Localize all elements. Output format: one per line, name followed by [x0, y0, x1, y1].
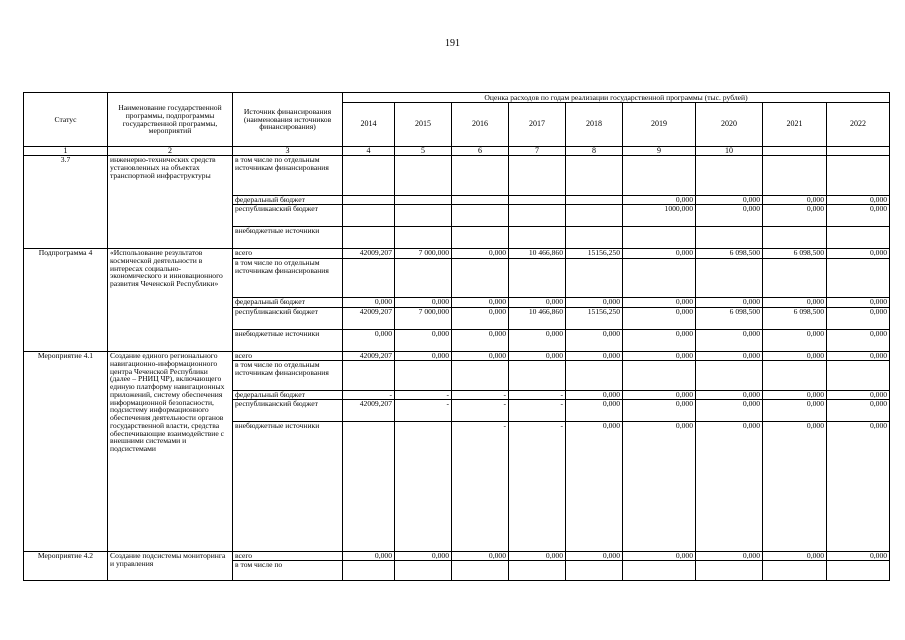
value-cell: 6 098,500: [696, 308, 763, 330]
col-number: 1: [24, 147, 108, 156]
row-name: инженерно-технических средств установленных на объектах транспортной инфраструктуры: [108, 156, 233, 249]
value-cell: -: [452, 422, 509, 552]
col-number: [763, 147, 827, 156]
value-cell: -: [509, 400, 566, 422]
value-cell: 42009,207: [343, 249, 395, 259]
value-cell: 0,000: [623, 352, 696, 361]
table-row: [24, 552, 890, 561]
value-cell: 0,000: [395, 330, 452, 352]
value-cell: -: [343, 391, 395, 400]
value-cell: 0,000: [827, 400, 890, 422]
value-cell: 0,000: [827, 249, 890, 259]
value-cell: [509, 205, 566, 227]
col-number: 8: [566, 147, 623, 156]
value-cell: 0,000: [696, 352, 763, 361]
row-name: Создание подсистемы мониторинга и управления: [108, 552, 233, 581]
value-cell: 0,000: [566, 552, 623, 561]
value-cell: [509, 259, 566, 298]
value-cell: [452, 205, 509, 227]
value-cell: 1000,000: [623, 205, 696, 227]
value-cell: 10 466,860: [509, 249, 566, 259]
value-cell: [395, 205, 452, 227]
header-year: 2020: [696, 103, 763, 147]
value-cell: [696, 156, 763, 196]
value-cell: 0,000: [763, 330, 827, 352]
value-cell: 0,000: [395, 352, 452, 361]
value-cell: 0,000: [827, 352, 890, 361]
value-cell: [343, 227, 395, 249]
value-cell: [827, 561, 890, 581]
table-row: [24, 352, 890, 361]
value-cell: 0,000: [343, 298, 395, 308]
header-source: Источник финансирования (наименования источников финансирования): [233, 93, 343, 147]
row-source: всего: [233, 352, 343, 361]
value-cell: 0,000: [509, 330, 566, 352]
row-source: всего: [233, 552, 343, 561]
value-cell: [623, 227, 696, 249]
value-cell: 0,000: [623, 400, 696, 422]
row-source: республиканский бюджет: [233, 400, 343, 422]
col-number: 6: [452, 147, 509, 156]
value-cell: 0,000: [827, 330, 890, 352]
row-source: в том числе по: [233, 561, 343, 581]
value-cell: 7 000,000: [395, 308, 452, 330]
value-cell: 0,000: [696, 422, 763, 552]
value-cell: [509, 561, 566, 581]
value-cell: [343, 422, 395, 552]
value-cell: 0,000: [696, 391, 763, 400]
row-source: республиканский бюджет: [233, 205, 343, 227]
header-status: Статус: [24, 93, 108, 147]
value-cell: 0,000: [763, 422, 827, 552]
row-source: внебюджетные источники: [233, 422, 343, 552]
value-cell: [395, 561, 452, 581]
value-cell: [395, 227, 452, 249]
row-status: Мероприятие 4.2: [24, 552, 108, 581]
value-cell: 0,000: [763, 552, 827, 561]
value-cell: 0,000: [696, 552, 763, 561]
row-source: всего: [233, 249, 343, 259]
value-cell: [623, 561, 696, 581]
value-cell: -: [509, 422, 566, 552]
value-cell: 0,000: [763, 400, 827, 422]
row-source: внебюджетные источники: [233, 330, 343, 352]
value-cell: [343, 259, 395, 298]
value-cell: 0,000: [763, 298, 827, 308]
value-cell: 0,000: [763, 205, 827, 227]
value-cell: 42009,207: [343, 352, 395, 361]
value-cell: [395, 196, 452, 205]
value-cell: 0,000: [696, 330, 763, 352]
col-number: [827, 147, 890, 156]
value-cell: 0,000: [696, 196, 763, 205]
row-status: Подпрограмма 4: [24, 249, 108, 352]
value-cell: [343, 205, 395, 227]
value-cell: [566, 156, 623, 196]
value-cell: 0,000: [623, 552, 696, 561]
value-cell: [623, 156, 696, 196]
value-cell: [827, 259, 890, 298]
header-year: 2015: [395, 103, 452, 147]
col-number: 3: [233, 147, 343, 156]
value-cell: [566, 259, 623, 298]
value-cell: -: [452, 391, 509, 400]
value-cell: 0,000: [827, 196, 890, 205]
value-cell: [696, 227, 763, 249]
value-cell: 0,000: [566, 400, 623, 422]
value-cell: [452, 361, 509, 391]
value-cell: 0,000: [696, 298, 763, 308]
col-number: 5: [395, 147, 452, 156]
value-cell: 0,000: [343, 330, 395, 352]
value-cell: 0,000: [763, 352, 827, 361]
header-year: 2022: [827, 103, 890, 147]
col-number: 9: [623, 147, 696, 156]
value-cell: [452, 196, 509, 205]
value-cell: -: [509, 391, 566, 400]
value-cell: -: [395, 391, 452, 400]
value-cell: 10 466,860: [509, 308, 566, 330]
value-cell: [566, 205, 623, 227]
col-number: 2: [108, 147, 233, 156]
page-number: 191: [445, 38, 460, 49]
value-cell: [395, 422, 452, 552]
value-cell: 15156,250: [566, 308, 623, 330]
row-source: внебюджетные источники: [233, 227, 343, 249]
value-cell: 0,000: [452, 249, 509, 259]
header-year: 2016: [452, 103, 509, 147]
value-cell: 0,000: [623, 196, 696, 205]
row-source: в том числе по отдельным источникам финансирования: [233, 361, 343, 391]
value-cell: [343, 561, 395, 581]
value-cell: -: [395, 400, 452, 422]
row-source: федеральный бюджет: [233, 196, 343, 205]
value-cell: [763, 361, 827, 391]
value-cell: [763, 259, 827, 298]
value-cell: [566, 227, 623, 249]
value-cell: 0,000: [623, 422, 696, 552]
header-year: 2017: [509, 103, 566, 147]
header-year: 2021: [763, 103, 827, 147]
value-cell: 6 098,500: [696, 249, 763, 259]
value-cell: 0,000: [395, 298, 452, 308]
row-source: федеральный бюджет: [233, 391, 343, 400]
value-cell: 0,000: [509, 552, 566, 561]
value-cell: [343, 361, 395, 391]
budget-table: [23, 92, 890, 581]
value-cell: [763, 227, 827, 249]
row-name: Создание единого регионального навигационно-информационного центра Чеченской Республики (далее – РНИЦ ЧР), включающего единую платформу навигационных приложений, систему обеспечения информационной безопасности, подсистему информационного обеспечения деятельности органов государственной власти, средства обеспечивающие взаимодействие с внешними системами и подсистемами: [108, 352, 233, 552]
value-cell: 0,000: [827, 298, 890, 308]
value-cell: 0,000: [827, 391, 890, 400]
value-cell: 0,000: [763, 196, 827, 205]
value-cell: 6 098,500: [763, 249, 827, 259]
value-cell: 0,000: [623, 298, 696, 308]
value-cell: [452, 259, 509, 298]
value-cell: [827, 227, 890, 249]
value-cell: 0,000: [509, 298, 566, 308]
value-cell: 0,000: [452, 552, 509, 561]
value-cell: 0,000: [763, 391, 827, 400]
value-cell: [452, 227, 509, 249]
row-status: 3.7: [24, 156, 108, 249]
value-cell: 0,000: [566, 330, 623, 352]
value-cell: [827, 361, 890, 391]
value-cell: 0,000: [827, 205, 890, 227]
value-cell: [395, 361, 452, 391]
value-cell: [509, 196, 566, 205]
header-year: 2014: [343, 103, 395, 147]
value-cell: [827, 156, 890, 196]
value-cell: [763, 561, 827, 581]
header-name: Наименование государственной программы, подпрограммы государственной программы, мероприятий: [108, 93, 233, 147]
value-cell: 0,000: [452, 352, 509, 361]
row-source: в том числе по отдельным источникам финансирования: [233, 259, 343, 298]
value-cell: [452, 561, 509, 581]
row-status: Мероприятие 4.1: [24, 352, 108, 552]
value-cell: [623, 259, 696, 298]
value-cell: [395, 259, 452, 298]
value-cell: 0,000: [623, 249, 696, 259]
header-estimate: Оценка расходов по годам реализации государственной программы (тыс. рублей): [343, 93, 890, 103]
value-cell: [763, 156, 827, 196]
value-cell: [566, 196, 623, 205]
value-cell: [623, 361, 696, 391]
value-cell: [509, 361, 566, 391]
value-cell: 0,000: [452, 330, 509, 352]
value-cell: 0,000: [827, 308, 890, 330]
value-cell: [452, 156, 509, 196]
value-cell: 0,000: [696, 205, 763, 227]
value-cell: 0,000: [623, 330, 696, 352]
value-cell: 0,000: [696, 400, 763, 422]
value-cell: 0,000: [566, 352, 623, 361]
value-cell: [696, 361, 763, 391]
value-cell: [395, 156, 452, 196]
col-number: 7: [509, 147, 566, 156]
value-cell: 0,000: [623, 391, 696, 400]
table-row: [24, 156, 890, 196]
value-cell: [343, 196, 395, 205]
value-cell: [566, 561, 623, 581]
value-cell: -: [452, 400, 509, 422]
row-source: федеральный бюджет: [233, 298, 343, 308]
value-cell: 0,000: [566, 298, 623, 308]
col-number: 10: [696, 147, 763, 156]
value-cell: 0,000: [566, 391, 623, 400]
value-cell: 0,000: [452, 308, 509, 330]
value-cell: 0,000: [623, 308, 696, 330]
row-source: республиканский бюджет: [233, 308, 343, 330]
table-row: [24, 249, 890, 259]
value-cell: 7 000,000: [395, 249, 452, 259]
value-cell: [509, 227, 566, 249]
value-cell: 0,000: [343, 552, 395, 561]
header-year: 2018: [566, 103, 623, 147]
value-cell: 0,000: [452, 298, 509, 308]
header-year: 2019: [623, 103, 696, 147]
value-cell: [696, 259, 763, 298]
value-cell: [696, 561, 763, 581]
value-cell: [509, 156, 566, 196]
value-cell: [566, 361, 623, 391]
value-cell: 0,000: [827, 552, 890, 561]
value-cell: 0,000: [509, 352, 566, 361]
col-number: 4: [343, 147, 395, 156]
value-cell: 42009,207: [343, 400, 395, 422]
value-cell: 42009,207: [343, 308, 395, 330]
value-cell: 6 098,500: [763, 308, 827, 330]
row-source: в том числе по отдельным источникам финансирования: [233, 156, 343, 196]
value-cell: 15156,250: [566, 249, 623, 259]
value-cell: 0,000: [566, 422, 623, 552]
row-name: «Использование результатов космической деятельности в интересах социально-экономического и инновационного развития Чеченской Республики»: [108, 249, 233, 352]
value-cell: 0,000: [395, 552, 452, 561]
value-cell: [343, 156, 395, 196]
value-cell: 0,000: [827, 422, 890, 552]
